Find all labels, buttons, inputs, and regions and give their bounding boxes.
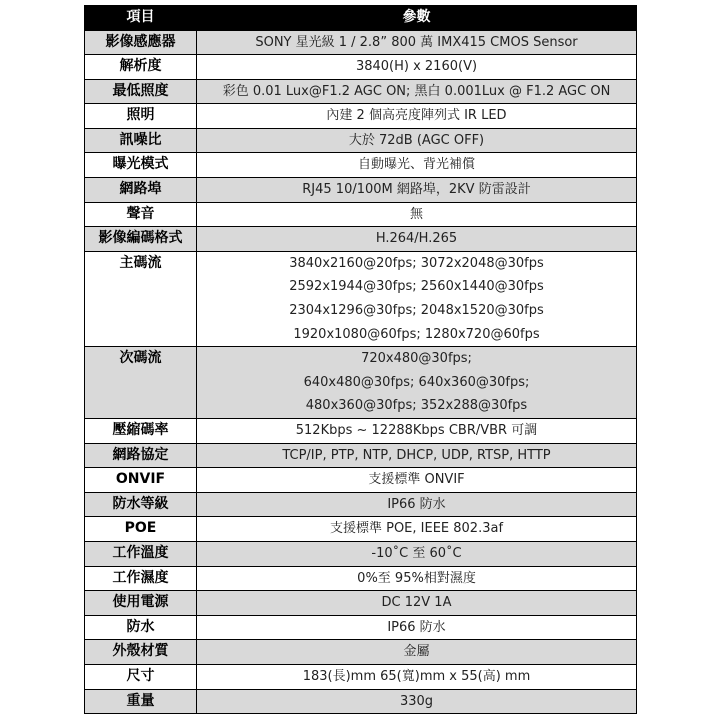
spec-item-label: 照明: [85, 104, 197, 129]
table-row: [85, 347, 637, 419]
spec-value-line: DC 12V 1A: [381, 595, 452, 611]
table-row: [85, 443, 637, 468]
header-item: 項目: [85, 6, 197, 31]
spec-item-label: 工作濕度: [85, 566, 197, 591]
spec-item-value: [197, 79, 637, 104]
spec-value-line: TCP/IP, PTP, NTP, DHCP, UDP, RTSP, HTTP: [282, 447, 551, 463]
spec-item-value: [197, 492, 637, 517]
header-param: 參數: [197, 6, 637, 31]
spec-item-value: [197, 517, 637, 542]
spec-value-line: SONY 星光級 1 / 2.8” 800 萬 IMX415 CMOS Sensor: [255, 34, 578, 50]
spec-item-value: [197, 104, 637, 129]
table-row: [85, 419, 637, 444]
spec-table: [84, 5, 637, 714]
table-row: [85, 468, 637, 493]
spec-item-label: 防水: [85, 615, 197, 640]
spec-item-value: [197, 615, 637, 640]
spec-item-label: 重量: [85, 689, 197, 714]
spec-value-line: 512Kbps ~ 12288Kbps CBR/VBR 可調: [295, 423, 538, 438]
table-row: [85, 104, 637, 129]
spec-item-label: 聲音: [85, 202, 197, 227]
spec-item-label: 曝光模式: [85, 153, 197, 178]
spec-item-label: 影像感應器: [85, 30, 197, 55]
spec-value-line: 720x480@30fps;: [361, 351, 472, 367]
table-row: [85, 689, 637, 714]
spec-item-label: ONVIF: [85, 468, 197, 493]
spec-item-value: [197, 541, 637, 566]
spec-item-label: 壓縮碼率: [85, 419, 197, 444]
spec-value-line: 640x480@30fps; 640x360@30fps;: [303, 374, 530, 390]
spec-value-line: 金屬: [403, 644, 430, 660]
spec-item-label: 工作溫度: [85, 541, 197, 566]
table-row: [85, 153, 637, 178]
spec-value-line: IP66 防水: [387, 496, 446, 512]
spec-item-value: [197, 55, 637, 80]
spec-item-label: 防水等級: [85, 492, 197, 517]
spec-item-label: 尺寸: [85, 664, 197, 689]
spec-value-line: H.264/H.265: [375, 231, 458, 247]
spec-item-value: [197, 251, 637, 346]
spec-value-line: 2304x1296@30fps; 2048x1520@30fps: [289, 303, 544, 319]
spec-value-line: 1920x1080@60fps; 1280x720@60fps: [293, 326, 540, 342]
table-row: [85, 492, 637, 517]
spec-item-label: POE: [85, 517, 197, 542]
spec-item-value: [197, 128, 637, 153]
spec-value-line: 183(長)mm 65(寬)mm x 55(高) mm: [302, 668, 531, 684]
spec-item-value: [197, 640, 637, 665]
table-row: [85, 615, 637, 640]
spec-item-label: 訊噪比: [85, 128, 197, 153]
table-row: [85, 178, 637, 203]
spec-value-line: -10˚C 至 60˚C: [371, 545, 462, 561]
spec-value-line: 支援標準 POE, IEEE 802.3af: [329, 521, 504, 537]
spec-value-line: 3840(H) x 2160(V): [355, 59, 478, 75]
spec-value-line: 330g: [399, 693, 434, 709]
spec-item-value: [197, 468, 637, 493]
spec-value-line: 支援標準 ONVIF: [368, 472, 465, 488]
spec-item-value: [197, 30, 637, 55]
table-row: [85, 517, 637, 542]
spec-item-label: 解析度: [85, 55, 197, 80]
spec-value-line: 自動曝光、背光補償: [357, 157, 475, 173]
spec-item-value: [197, 153, 637, 178]
spec-value-line: RJ45 10/100M 網路埠，2KV 防雷設計: [302, 182, 531, 198]
table-row: [85, 202, 637, 227]
spec-item-label: 主碼流: [85, 251, 197, 346]
table-row: [85, 541, 637, 566]
spec-item-label: 次碼流: [85, 347, 197, 419]
table-row: [85, 640, 637, 665]
spec-item-value: [197, 227, 637, 252]
spec-item-label: 最低照度: [85, 79, 197, 104]
spec-item-value: [197, 664, 637, 689]
spec-body: [85, 30, 637, 714]
spec-value-line: 大於 72dB (AGC OFF): [348, 132, 485, 148]
spec-item-value: [197, 419, 637, 444]
spec-item-label: 使用電源: [85, 591, 197, 616]
spec-item-value: [197, 443, 637, 468]
table-row: [85, 55, 637, 80]
spec-item-label: 外殼材質: [85, 640, 197, 665]
spec-item-label: 影像編碼格式: [85, 227, 197, 252]
spec-value-line: 480x360@30fps; 352x288@30fps: [305, 398, 528, 414]
spec-value-line: 0%至 95%相對濕度: [357, 570, 476, 586]
spec-value-line: IP66 防水: [387, 619, 446, 635]
spec-item-value: [197, 202, 637, 227]
spec-value-line: 2592x1944@30fps; 2560x1440@30fps: [289, 279, 544, 295]
spec-item-label: 網路協定: [85, 443, 197, 468]
spec-item-value: [197, 689, 637, 714]
table-row: [85, 227, 637, 252]
table-row: [85, 251, 637, 346]
spec-item-value: [197, 566, 637, 591]
header-row: [85, 6, 637, 31]
table-row: [85, 664, 637, 689]
table-row: [85, 30, 637, 55]
table-row: [85, 79, 637, 104]
table-row: [85, 591, 637, 616]
spec-item-value: [197, 591, 637, 616]
spec-item-value: [197, 178, 637, 203]
spec-value-line: 3840x2160@20fps; 3072x2048@30fps: [289, 255, 544, 271]
spec-value-line: 彩色 0.01 Lux@F1.2 AGC ON; 黑白 0.001Lux @ F1.2 AGC ON: [222, 83, 611, 99]
table-row: [85, 566, 637, 591]
spec-item-value: [197, 347, 637, 419]
spec-value-line: 內建 2 個高亮度陣列式 IR LED: [326, 108, 507, 124]
spec-item-label: 網路埠: [85, 178, 197, 203]
table-row: [85, 128, 637, 153]
spec-value-line: 無: [409, 206, 423, 222]
